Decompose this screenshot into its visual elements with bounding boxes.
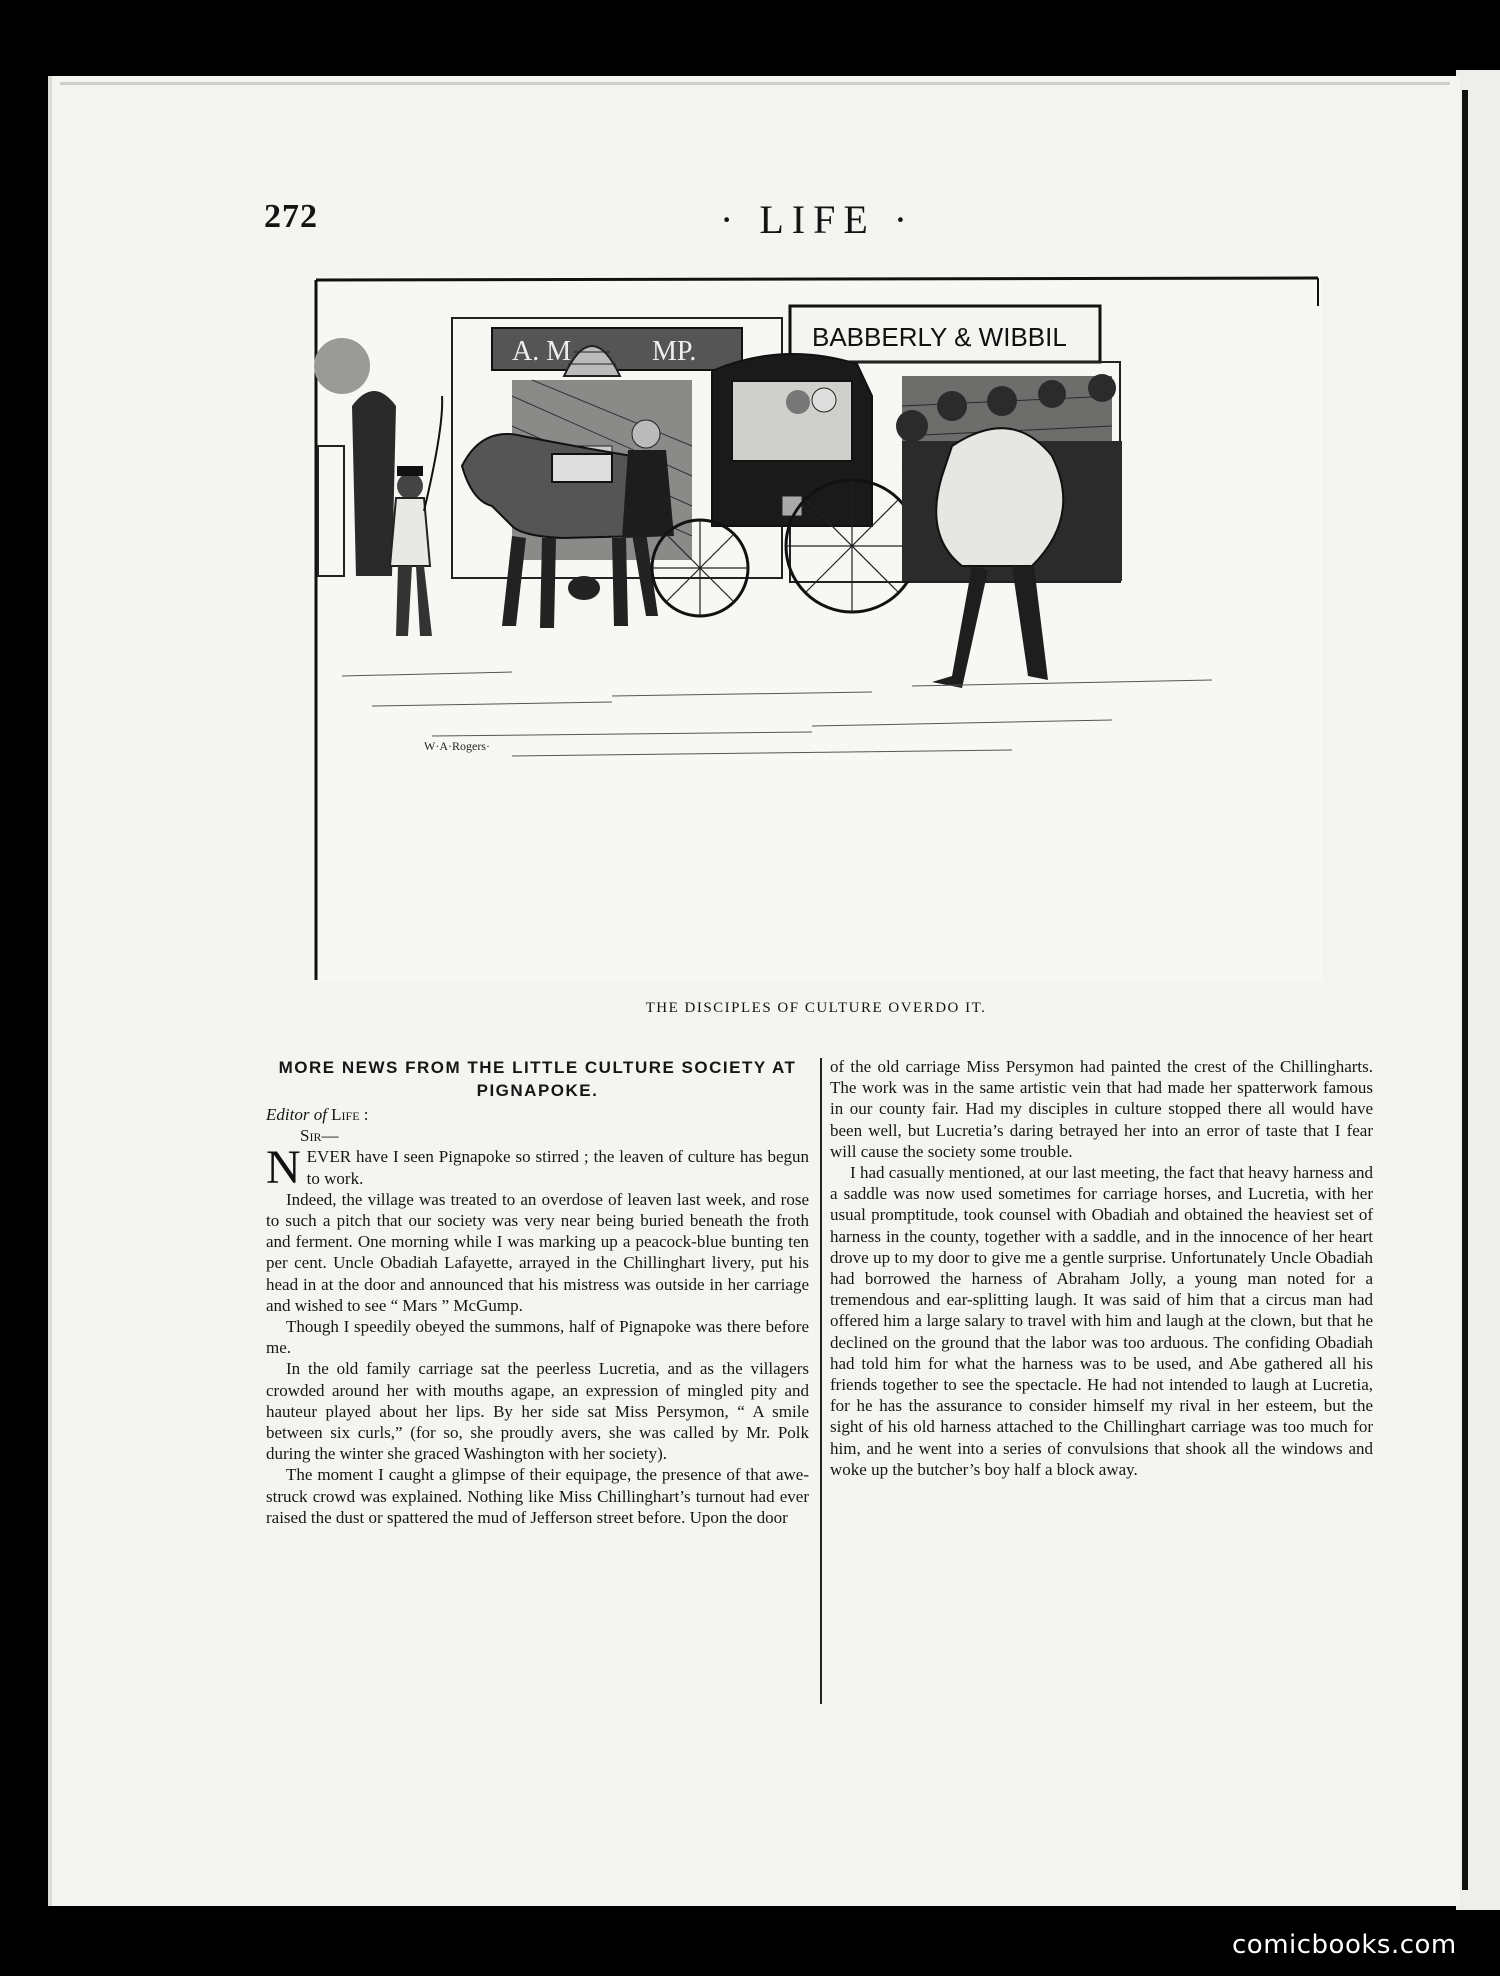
column-rule <box>820 1058 822 1704</box>
page-number: 272 <box>264 198 318 235</box>
magazine-title: · LIFE · <box>720 197 916 242</box>
salutation-name: Life : <box>331 1105 369 1124</box>
facing-page-edge <box>1456 70 1500 1910</box>
article-headline: MORE NEWS FROM THE LITTLE CULTURE SOCIETY AT PIGNAPOKE. <box>278 1058 797 1100</box>
shop-sign-right-text: BABBERLY & WIBBIL <box>812 322 1067 352</box>
paragraph: of the old carriage Miss Persymon had painted the crest of the Chillingharts. The work was in the same artistic vein that had made her spatterwork famous in our county fair. Had my disciples in culture stopped there all would have been well, but Lucretia’s daring betrayed her into an error of taste that I fear will cause the society some trouble. <box>830 1057 1373 1161</box>
drop-cap: N <box>266 1141 301 1195</box>
article-left-column <box>266 1056 809 1528</box>
paragraph <box>266 1141 809 1195</box>
shop-sign-left-end-text: MP. <box>652 336 697 367</box>
paragraph-text: EVER have I seen Pignapoke so stirred ; the leaven of culture has begun to work. <box>306 1147 809 1188</box>
salutation-sir: Sir— <box>300 1126 339 1146</box>
salutation-prefix: Editor of <box>266 1105 327 1124</box>
paragraph: I had casually mentioned, at our last meeting, the fact that heavy harness and a saddle was now used sometimes for carriage horses, and Lucretia, with her usual promptitude, took counsel with Obadiah and obtained the heaviest set of harness in the county, together with a saddle, and in the innocence of her heart drove up to my door to give me a gentle surprise. Unfortunately Uncle Obadiah had borrowed the harness of Abraham Jolly, a young man noted for a tremendous and ear-splitting laugh. It was said of him that a circus man had offered him a large salary to travel with him and laugh at the clown, but that he declined on the ground that the labor was too arduous. The confiding Obadiah had told him for what the harness was to be used, and Abe gathered all his friends together to see the spectacle. He had not intended to laugh at Lucretia, for he has the assurance to consider himself my rival in her esteem, but the sight of his old harness attached to the Chillinghart carriage was too much for him, and he went into a series of convulsions that shook all the windows and woke up the butcher’s boy half a block away. <box>830 1163 1373 1479</box>
shop-sign-left-text: A. M <box>512 336 572 367</box>
illustration-caption: THE DISCIPLES OF CULTURE OVERDO IT. <box>645 1000 987 1016</box>
paragraph: The moment I caught a glimpse of their equipage, the presence of that awe-struck crowd was explained. Nothing like Miss Chillinghart’s turnout had ever raised the dust or spattered the mud of Jefferson street before. Upon the door <box>266 1465 809 1527</box>
paragraph: Though I speedily obeyed the summons, half of Pignapoke was there before me. <box>266 1317 809 1358</box>
artist-signature: W·A·Rogers· <box>424 739 490 753</box>
salutation <box>266 1104 809 1125</box>
street-scene-drawing <box>312 276 1322 982</box>
watermark: comicbooks.com <box>1232 1930 1457 1960</box>
paragraph: Indeed, the village was treated to an overdose of leaven last week, and rose to such a pitch that our society was very near being buried beneath the froth and ferment. One morning while I was marking up a peacock-blue bunting ten per cent. Uncle Obadiah Lafayette, arrayed in the Chillinghart livery, put his head in at the door and announced that his mistress was outside in her carriage and wished to see “ Mars ” McGump. <box>266 1189 809 1315</box>
paragraph: In the old family carriage sat the peerless Lucretia, and as the villagers crowded around her with mouths agape, an expression of mingled pity and hauteur played about her lips. By her side sat Miss Persymon, “ A smile between six curls,” (for so, she proudly avers, she was called by Mr. Polk during the winter she graced Washington with her society). <box>266 1359 809 1464</box>
article-right-column <box>830 1056 1373 1480</box>
page-top-edge <box>60 82 1450 85</box>
engraving-illustration <box>312 276 1322 982</box>
binding-gutter <box>1462 90 1468 1890</box>
